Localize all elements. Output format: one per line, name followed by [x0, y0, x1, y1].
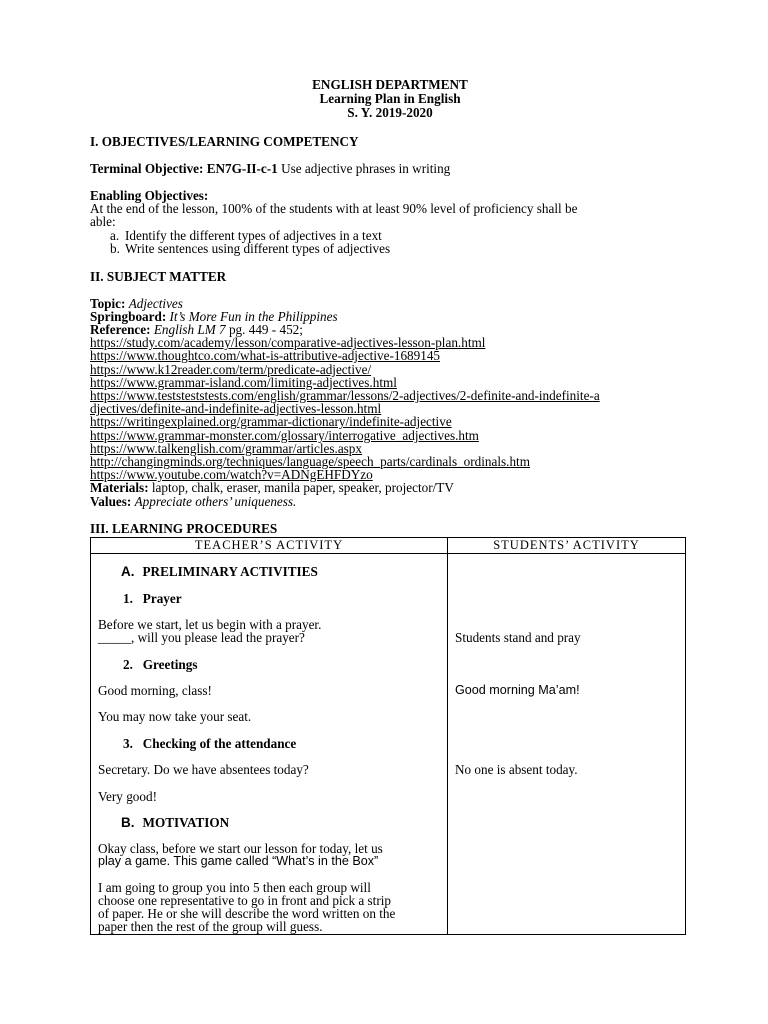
materials-value: laptop, chalk, eraser, manila paper, speaker, projector/TV [148, 480, 454, 496]
seat-instruction: You may now take your seat. [98, 709, 252, 724]
students-activity-cell [448, 554, 686, 935]
header-school-year: S. Y. 2019-2020 [347, 105, 433, 120]
enabling-objectives-list [90, 229, 690, 255]
reference-link[interactable]: https://www.thoughtco.com/what-is-attributive-adjective-1689145 [90, 348, 441, 364]
prayer-line-1: Before we start, let us begin with a prayer. [98, 617, 322, 632]
list-item-text: Identify the different types of adjectives in a text [125, 227, 382, 243]
objectives-heading: I. OBJECTIVES/LEARNING COMPETENCY [90, 134, 359, 149]
reference-link[interactable]: https://www.k12reader.com/term/predicate-adjective/ [90, 361, 372, 377]
document-header [90, 78, 690, 120]
enabling-intro-line-1: At the end of the lesson, 100% of the students with at least 90% level of proficiency shall be [90, 201, 578, 217]
group-line-2: choose one representative to go in front and pick a strip [98, 893, 391, 908]
teacher-activity-header: TEACHER’S ACTIVITY [91, 538, 448, 554]
section-a-letter: A. [121, 564, 135, 579]
very-good: Very good! [98, 789, 157, 804]
item-attendance: 3. Checking of the attendance [123, 736, 297, 751]
table-header-row [91, 538, 686, 554]
reference-label: Reference: [90, 322, 151, 338]
teacher-activity-cell [91, 554, 448, 935]
list-item-text: Write sentences using different types of adjectives [125, 240, 391, 256]
section-b-title: MOTIVATION [142, 815, 230, 830]
reference-link[interactable]: https://www.grammar-monster.com/glossary/interrogative_adjectives.htm [90, 427, 479, 443]
student-prayer-response: Students stand and pray [455, 630, 581, 645]
list-item [110, 240, 690, 256]
attendance-question: Secretary. Do we have absentees today? [98, 762, 309, 777]
values-label: Values: [90, 493, 132, 509]
springboard-label: Springboard: [90, 308, 167, 324]
learning-procedures-heading: III. LEARNING PROCEDURES [90, 520, 278, 536]
reference-link[interactable]: https://www.teststeststests.com/english/grammar/lessons/2-adjectives/2-definite-and-indefinite-a [90, 388, 600, 404]
springboard-value: It’s More Fun in the Philippines [169, 308, 338, 324]
reference-link[interactable]: http://changingminds.org/techniques/language/speech_parts/cardinals_ordinals.htm [90, 454, 530, 470]
item-greetings: 2. Greetings [123, 657, 198, 672]
materials-label: Materials: [90, 480, 149, 496]
prayer-line-2: _____, will you please lead the prayer? [98, 630, 305, 645]
header-title: Learning Plan in English [319, 91, 461, 106]
list-marker: a. [110, 227, 120, 243]
topic-label: Topic: [90, 295, 126, 311]
values-line [90, 495, 690, 508]
reference-link[interactable]: https://www.grammar-island.com/limiting-adjectives.html [90, 374, 397, 390]
enabling-objectives-label: Enabling Objectives: [90, 188, 209, 203]
terminal-objective-text: Use adjective phrases in writing [277, 161, 451, 176]
reference-link[interactable]: https://www.youtube.com/watch?v=ADNgEHFDYzo [90, 467, 373, 483]
learning-procedures-table [90, 537, 686, 935]
section-a-title: PRELIMINARY ACTIVITIES [142, 564, 318, 579]
subject-matter-heading: II. SUBJECT MATTER [90, 268, 227, 284]
document-body [90, 78, 690, 537]
reference-pages: pg. 449 - 452; [225, 322, 303, 338]
topic-value: Adjectives [128, 295, 183, 311]
group-line-3: of paper. He or she will describe the word written on the [98, 906, 396, 921]
section-b-heading [121, 815, 229, 831]
enabling-intro-line-2: able: [90, 214, 116, 230]
item-prayer: 1. Prayer [123, 591, 182, 606]
values-value: Appreciate others’ uniqueness. [134, 493, 297, 509]
reference-link[interactable]: https://study.com/academy/lesson/comparative-adjectives-lesson-plan.html [90, 335, 486, 351]
group-line-4: paper then the rest of the group will guess. [98, 919, 323, 934]
reference-book: English LM 7 [153, 322, 226, 338]
reference-link[interactable]: https://writingexplained.org/grammar-dictionary/indefinite-adjective [90, 414, 452, 430]
motivation-line-1: Okay class, before we start our lesson for today, let us [98, 841, 383, 856]
terminal-objective [90, 161, 690, 177]
student-greeting-response: Good morning Ma’am! [455, 683, 580, 697]
greeting-teacher: Good morning, class! [98, 683, 212, 698]
header-department: ENGLISH DEPARTMENT [312, 77, 468, 92]
reference-links [90, 336, 690, 481]
enabling-objectives [90, 189, 690, 255]
terminal-objective-label: Terminal Objective: EN7G-II-c-1 [90, 161, 278, 176]
list-marker: b. [110, 240, 120, 256]
section-b-letter: B. [121, 815, 135, 830]
group-line-1: I am going to group you into 5 then each group will [98, 880, 371, 895]
reference-link[interactable]: https://www.talkenglish.com/grammar/articles.aspx [90, 440, 362, 456]
reference-link-continued[interactable]: djectives/definite-and-indefinite-adjectives-lesson.html [90, 401, 382, 417]
students-activity-header: STUDENTS’ ACTIVITY [448, 538, 686, 554]
section-a-heading [121, 564, 318, 580]
subject-matter-block [90, 297, 690, 508]
motivation-line-2: play a game. This game called “What’s in the Box” [98, 854, 379, 868]
student-attendance-response: No one is absent today. [455, 762, 578, 777]
table-row [91, 554, 686, 935]
